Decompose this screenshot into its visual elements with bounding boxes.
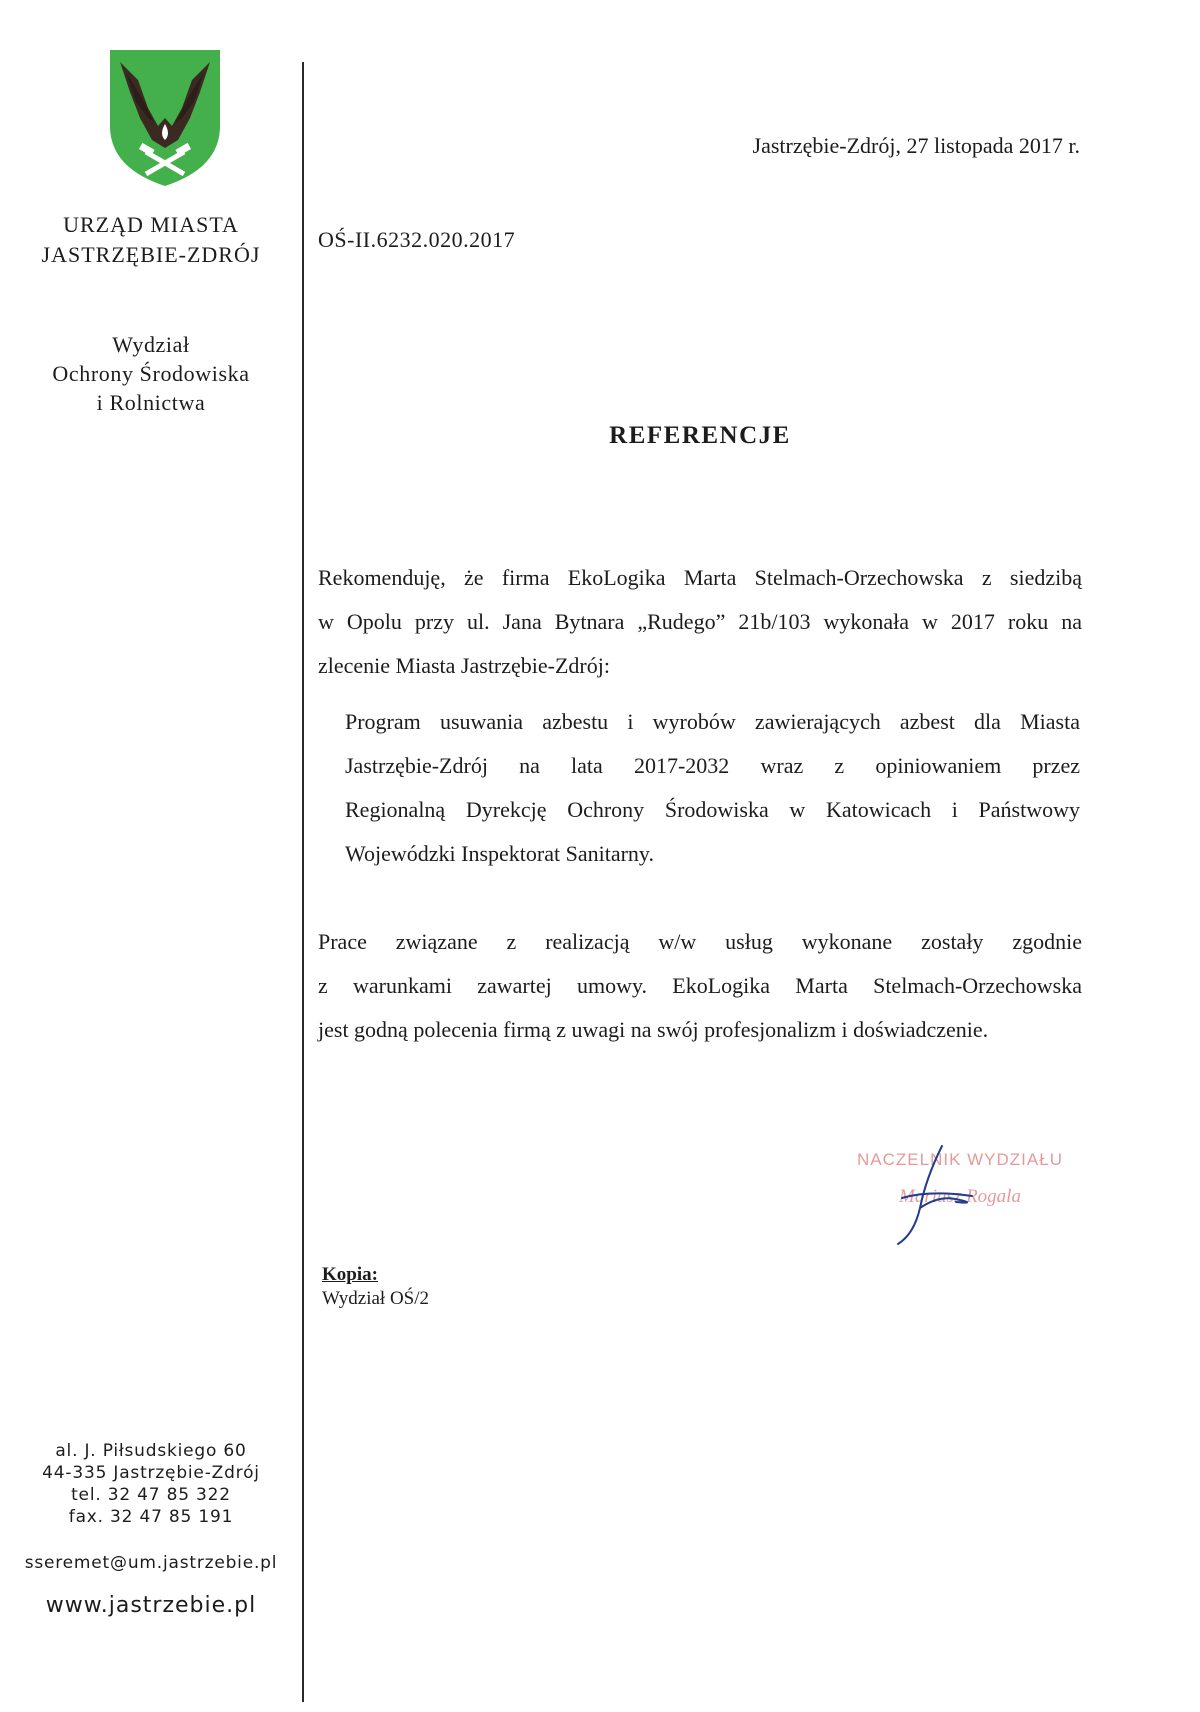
paragraph-line: Prace związane z realizacją w/w usług wykonane zostały zgodnie — [318, 929, 1082, 954]
letter-title: REFERENCJE — [609, 422, 791, 449]
paragraph-line: Regionalną Dyrekcję Ochrony Środowiska w Katowicach i Państwowy — [345, 797, 1080, 822]
eagle-crest-icon — [108, 48, 222, 188]
paragraph-line: zlecenie Miasta Jastrzębie-Zdrój: — [318, 653, 610, 678]
signature-icon — [880, 1138, 1000, 1248]
paragraph-conclusion — [318, 920, 1082, 1052]
paragraph-line: w Opolu przy ul. Jana Bytnara „Rudego” 21b/103 wykonała w 2017 roku na — [318, 609, 1082, 634]
email-address: sseremet@um.jastrzebie.pl — [24, 1553, 278, 1573]
paragraph-intro — [318, 556, 1082, 688]
website-address: www.jastrzebie.pl — [45, 1593, 257, 1618]
copy-value: Wydział OŚ/2 — [322, 1288, 430, 1309]
office-name — [20, 210, 282, 270]
stamp-name: Mariusz Rogala — [899, 1186, 1021, 1207]
paragraph-line: Program usuwania azbestu i wyrobów zawierających azbest dla Miasta — [345, 709, 1080, 734]
address-line: al. J. Piłsudskiego 60 — [55, 1441, 247, 1461]
paragraph-scope — [345, 700, 1080, 876]
department-line: i Rolnictwa — [96, 390, 206, 415]
paragraph-line: Rekomenduję, że firma EkoLogika Marta Stelmach-Orzechowska z siedzibą — [318, 565, 1082, 590]
department-line: Ochrony Środowiska — [52, 361, 250, 386]
paragraph-line: Jastrzębie-Zdrój na lata 2017-2032 wraz z opiniowaniem przez — [345, 753, 1080, 778]
vertical-divider — [302, 62, 304, 1702]
address-line: 44-335 Jastrzębie-Zdrój — [42, 1463, 260, 1483]
paragraph-line: jest godną polecenia firmą z uwagi na swój profesjonalizm i doświadczenie. — [318, 1017, 989, 1042]
stamp-role: NACZELNIK WYDZIAŁU — [857, 1150, 1063, 1169]
copy-label: Kopia: — [322, 1264, 378, 1285]
place-date: Jastrzębie-Zdrój, 27 listopada 2017 r. — [752, 133, 1080, 158]
reference-number: OŚ-II.6232.020.2017 — [318, 227, 516, 252]
office-address — [20, 1440, 282, 1528]
department-name — [20, 330, 282, 417]
phone-number: tel. 32 47 85 322 — [71, 1485, 231, 1505]
fax-number: fax. 32 47 85 191 — [68, 1507, 234, 1527]
copy-note — [322, 1263, 429, 1311]
department-line: Wydział — [112, 332, 190, 357]
office-line: JASTRZĘBIE-ZDRÓJ — [41, 242, 261, 267]
paragraph-line: Wojewódzki Inspektorat Sanitarny. — [345, 841, 654, 866]
office-line: URZĄD MIASTA — [63, 212, 239, 237]
paragraph-line: z warunkami zawartej umowy. EkoLogika Marta Stelmach-Orzechowska — [318, 973, 1082, 998]
